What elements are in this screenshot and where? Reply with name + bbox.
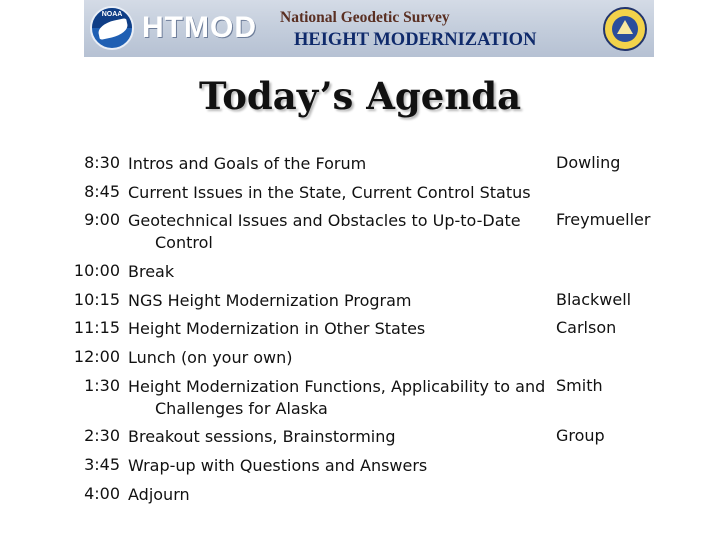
agenda-topic: Wrap-up with Questions and Answers (128, 456, 428, 475)
agenda-speaker: Group (556, 426, 605, 445)
agenda-time: 11:15 (73, 318, 120, 337)
agenda-topic: Height Modernization in Other States (128, 319, 426, 338)
noaa-logo-text: NOAA (101, 11, 123, 18)
agenda-time: 2:30 (84, 426, 120, 445)
agenda-speaker: Blackwell (556, 290, 632, 309)
agenda-topic: NGS Height Modernization Program (128, 291, 412, 310)
program-name: HEIGHT MODERNIZATION (294, 30, 537, 50)
slide-title: Today’s Agenda (198, 74, 522, 118)
agenda-time: 10:00 (73, 261, 120, 280)
agenda-time: 12:00 (73, 347, 120, 366)
org-name: National Geodetic Survey (280, 9, 450, 26)
agenda-time: 1:30 (84, 376, 120, 395)
agenda-time: 9:00 (84, 210, 120, 229)
agenda-topic: Intros and Goals of the Forum (128, 154, 367, 173)
agenda-topic: Current Issues in the State, Current Control Status (128, 183, 531, 202)
agenda-time: 4:00 (84, 484, 120, 503)
agenda-topic: Adjourn (128, 485, 190, 504)
agenda-topic: Height Modernization Functions, Applicability to and Challenges for Alaska (128, 377, 546, 418)
agenda-topic: Geotechnical Issues and Obstacles to Up-to-Date Control (128, 211, 521, 252)
agenda-time: 3:45 (84, 455, 120, 474)
agenda-topic: Breakout sessions, Brainstorming (128, 427, 396, 446)
agenda-time: 8:30 (84, 153, 120, 172)
agenda-speaker: Smith (556, 376, 603, 395)
agenda-speaker: Carlson (556, 318, 617, 337)
agenda-time: 10:15 (73, 290, 120, 309)
agenda-time: 8:45 (84, 182, 120, 201)
agenda-topic: Break (128, 262, 175, 281)
htmod-wordmark: HTMOD (142, 11, 257, 44)
agenda-speaker: Dowling (556, 153, 621, 172)
agenda-topic: Lunch (on your own) (128, 348, 293, 367)
agenda-speaker: Freymueller (556, 210, 651, 229)
